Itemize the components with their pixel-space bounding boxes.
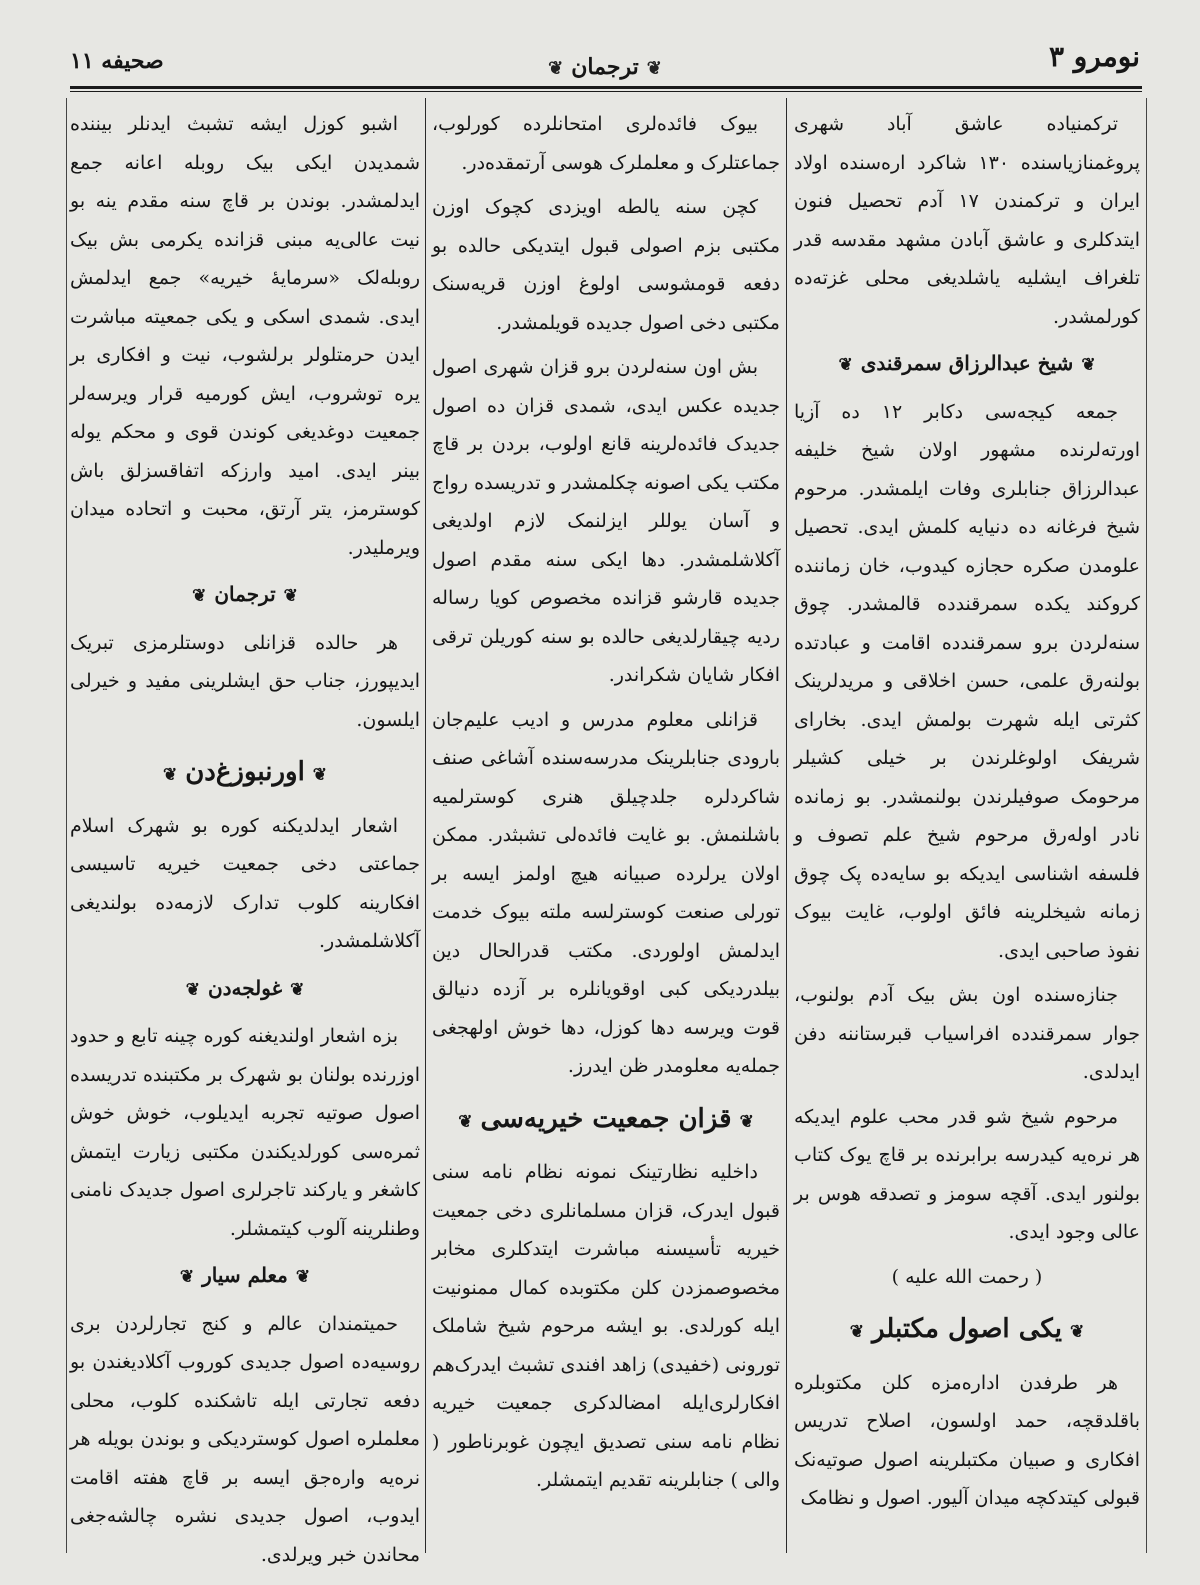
- article-paragraph: هر طرفدن اداره‌مزه کلن مکتوبلره باقلدقچه، حمد اولسون، اصلاح تدریس افکاری و صبیان مکتبلرینه اصول صوتیه‌نک قبولی کیتدکچه میدان آلیور. اصول و نظامک: [794, 1371, 1140, 1509]
- section-title: یکی اصول مکتبلر: [872, 1314, 1062, 1344]
- column-middle: [432, 105, 780, 1550]
- ornament-icon: ❦: [295, 1267, 311, 1287]
- ornament-icon: ❦: [179, 1267, 195, 1287]
- page-border-right: [1146, 98, 1147, 1553]
- column-left: [70, 105, 420, 1566]
- section-title: شیخ عبدالرزاق سمرقندی: [860, 351, 1074, 375]
- ornament-icon: ❦: [1081, 355, 1096, 375]
- column-divider: [786, 98, 787, 1553]
- masthead: [70, 54, 1140, 80]
- page-border-left: [66, 98, 67, 1553]
- ornament-icon: ❦: [849, 1322, 865, 1342]
- column-right: [794, 105, 1140, 1550]
- article-paragraph: کچن سنه یالطه اویزدی کچوک اوزن مکتبی بزم اصولی قبول ایتدیکی حالده بو دفعه قومشوسی اولوغ اوزن قریه‌سنک مکتبی دخی اصول جدیده قویلمشدر.: [432, 196, 780, 334]
- section-heading: [70, 753, 420, 795]
- ornament-icon: ❦: [1069, 1322, 1085, 1342]
- section-heading: [432, 1100, 780, 1142]
- ornament-icon: ❦: [162, 765, 178, 785]
- section-title: غولجه‌دن: [207, 975, 283, 1000]
- article-paragraph: بیوک فائده‌لری امتحانلرده کورلوب، جماعتلرک و معلملرک هوسی آرتمقده‌در.: [432, 113, 780, 174]
- section-heading: [70, 1256, 420, 1297]
- article-paragraph: جنازه‌سنده اون بش بیک آدم بولنوب، جوار سمرقندده افراسیاب قبرستاننه دفن ایدلدی.: [794, 984, 1140, 1083]
- article-paragraph: ترکمنیاده عاشق آباد شهری پروغمنازیاسنده ۱۳۰ شاکرد اره‌سنده اولاد ایران و ترکمندن ۱۷ آدم تحصیل فنون ایتدکلری و عاشق آبادن مشهد مقدسه قدر تلغراف ایشلیه یاشلدیغی محلی غزته‌ده کورلمشدر.: [794, 113, 1140, 328]
- article-paragraph: قزانلی معلوم مدرس و ادیب علیم‌جان بارودی جنابلرینک مدرسه‌سنده آشاغی صنف شاکردلره جلدچیلق هنری کوسترلمیه باشلنمش. بو غایت فائده‌لی تشبثدر. ممکن اولان یرلرده صبیانه هیچ اولمز ایسه بر تورلی صنعت کوسترلسه ملته بیوک خدمت ایدلمش اولوردی. مکتب قدرالحال دین بیلدردیکی کبی اوقویانلره بر آزده دنیالق قوت ویرسه دها کوزل، دها خوش اولهجغی جمله‌یه معلومدر ظن ایدرز.: [432, 708, 780, 1077]
- ornament-icon: ❦: [185, 979, 200, 1000]
- section-title: قزان جمعیت خیریه‌سی: [480, 1103, 732, 1134]
- header-rule-thin: [70, 91, 1142, 92]
- ornament-icon: ❦: [458, 1111, 473, 1132]
- article-paragraph: جمعه کیجه‌سی دکابر ۱۲ ده آزیا اورته‌لرنده مشهور اولان شیخ خلیفه عبدالرزاق جنابلری وفات ایلمشدر. مرحوم شیخ فرغانه ده دنیایه کلمش ایدی. تحصیل علومدن صکره حجازه کیدوب، خان زماننده کروکند یکده سمرقندده قالمشدر. چوق سنه‌لردن برو سمرقندده اقامت و عبادتده بولنه‌رق علمی، حسن اخلاقی و مریدلرینک کثرتی ایله شهرت بولمش ایدی. بخارای شریفک اولوغلرندن بر خیلی کشیلر مرحومک صوفیلرندن بولنمشدر. بو زمانده نادر اوله‌رق مرحوم شیخ علم تصوف و فلسفه اشناسی ایدیکه بو سایه‌ده پک چوق زمانه شیخلرینه فائق اولوب، غایت بیوک نفوذ صاحبی ایدی.: [794, 400, 1140, 962]
- section-heading: [70, 575, 420, 616]
- article-paragraph: بزه اشعار اولندیغنه کوره چینه تابع و حدود اوزرنده بولنان بو شهرک بر مکتبنده تدریسده اصول صوتیه تجربه ایدیلوب، خوش خوش ثمره‌سی کورلدیکندن مکتبی زیارت ایتمش کاشغر و یارکند تاجرلری اصول جدیدک نامنی وطنلرینه آلوب کیتمشلر.: [70, 1025, 420, 1240]
- section-heading: [70, 969, 420, 1010]
- ornament-icon: ❦: [312, 765, 328, 785]
- article-paragraph: اشبو کوزل ایشه تشبث ایدنلر بیننده شمدیدن ایکی بیک روبله اعانه جمع ایدلمشدر. بوندن بر قاچ سنه مقدم ینه بو نیت عالی‌یه مبنی قزانده یکرمی بش بیک روبله‌لک «سرمایهٔ خیریه» جمع ایدلمش ایدی. شمدی اسکی و یکی جمعیته مباشرت ایدن حرمتلولر برلشوب، نیت و افکاری بر یره توشروب، ایش کورمیه قرار ویرسه‌لر جمعیت دوغدیغی کوندن قوی و محکم یوله بینر ایدی. امید وارزکه اتفاقسزلق باش کوسترمز، یتر آرتق، محبت و اتحاده میدان ویرملیدر.: [70, 113, 420, 559]
- article-paragraph: داخلیه نظارتینک نمونه نظام نامه سنی قبول ایدرک، قزان مسلمانلری دخی جمعیت خیریه تأسیسنه مباشرت ایتدکلری مخابر مخصوصمزدن کلن مکتوبده کمال ممنونیت ایله کورلدی. بو ایشه مرحوم شیخ شاملک تورونی (خفیدی) زاهد افندی تشبث ایدرک‌هم افکارلری‌ایله امضالدکری جمعیت خیریه نظام نامه سنی تصدیق ایچون غوبرناطور ( والی ) جنابلرینه تقدیم ایتمشلر.: [432, 1161, 780, 1491]
- page-header: [70, 40, 1140, 92]
- closing-line: ( رحمت الله علیه ): [891, 1265, 1043, 1288]
- section-heading: [794, 344, 1140, 385]
- column-divider: [425, 98, 426, 1553]
- article-paragraph: هر حالده قزانلی دوستلرمزی تبریک ایدیپورز، جناب حق ایشلرینی مفید و خیرلی ایلسون.: [70, 631, 420, 731]
- article-paragraph: بش اون سنه‌لردن برو قزان شهری اصول جدیده عکس ایدی، شمدی قزان ده اصول جدیدک فائده‌لرینه قانع اولوب، بردن بر قاچ مکتب یکی اصونه چکلمشدر و تدریسده رواج و آسان یوللر ایزلنمک لازم اولدیغی آکلاشلمشدر. دها ایکی سنه مقدم اصول جدیده قارشو قزانده مخصوص کویا رساله ردیه چیقارلدیغی حالده بو سنه کوریلن ترقی افکار شایان شکراندر.: [432, 356, 780, 686]
- article-paragraph: حمیتمندان عالم و کنج تجارلردن بری روسیه‌ده اصول جدیدی کوروب آکلادیغندن بو دفعه تجارتی ایله تاشکنده کلوب، محلی معلملره اصول کوستردیکی و بوندن بویله هر نره‌یه واره‌جق ایسه بر قاچ هفته اقامت ایدوب، اصول جدیدی نشره چالشه‌جغی محاندن خبر ویرلدی.: [70, 1312, 420, 1566]
- ornament-icon: ❦: [646, 58, 662, 79]
- section-title: معلم سیار: [202, 1263, 288, 1287]
- header-rule: [70, 86, 1142, 89]
- article-paragraph: اشعار ایدلدیکنه کوره بو شهرک اسلام جماعتی دخی جمعیت خیریه تاسیسی افکارینه کلوب تدارک لازمه‌ده بولندیغی آکلاشلمشدر.: [70, 814, 420, 952]
- section-title: ترجمان: [214, 582, 276, 606]
- ornament-icon: ❦: [548, 58, 564, 79]
- page-number: ۱۱ صحیفه: [70, 48, 164, 74]
- article-paragraph: مرحوم شیخ شو قدر محب علوم ایدیکه هر نره‌یه کیدرسه برابرنده بر قاچ یوک کتاب بولنور ایدی. آقچه سومز و تصدقه هوس بر عالی وجود ایدی.: [794, 1105, 1140, 1243]
- ornament-icon: ❦: [192, 586, 207, 606]
- section-title: اورنبوزغ‌دن: [185, 757, 305, 787]
- ornament-icon: ❦: [290, 979, 305, 1000]
- ornament-icon: ❦: [283, 586, 298, 606]
- ornament-icon: ❦: [838, 355, 853, 375]
- masthead-title: ترجمان: [571, 54, 639, 80]
- section-heading: [794, 1310, 1140, 1352]
- issue-number: نومرو ۳: [1048, 40, 1140, 73]
- ornament-icon: ❦: [739, 1111, 754, 1132]
